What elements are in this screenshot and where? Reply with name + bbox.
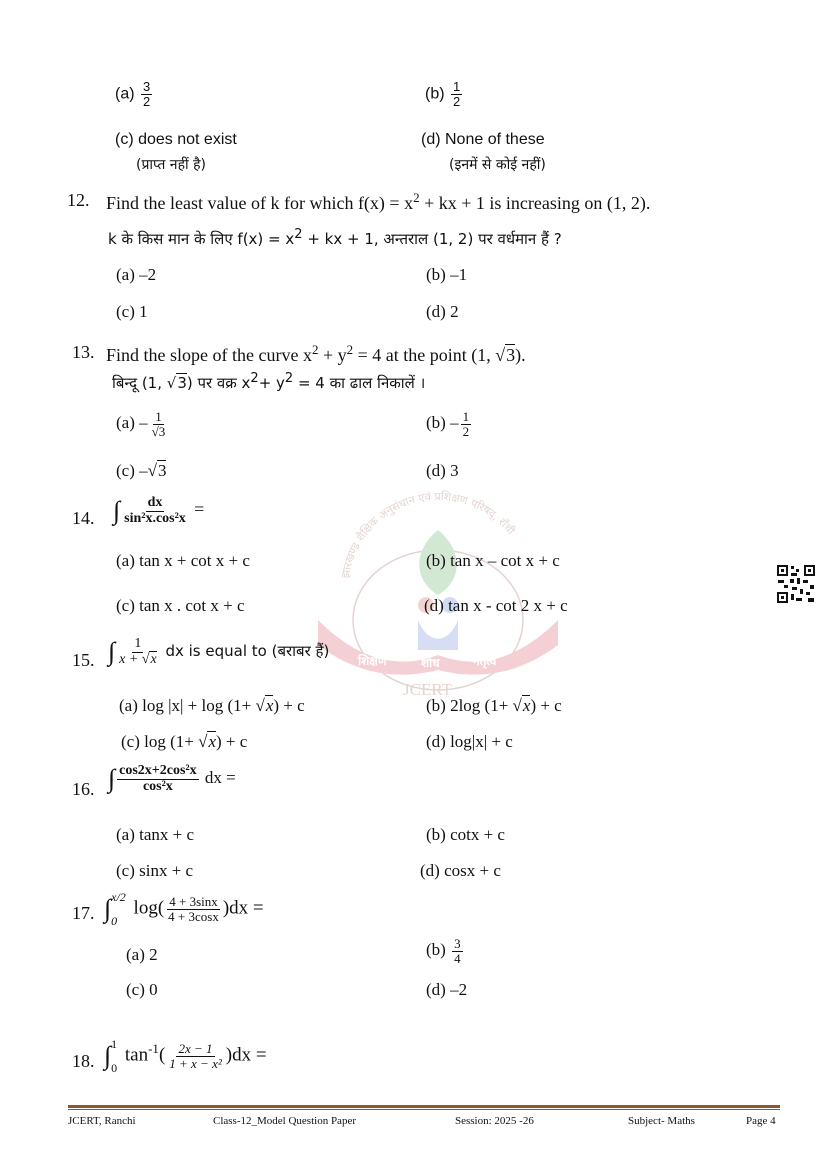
qr-code-icon xyxy=(776,564,816,604)
q17-log: log( xyxy=(128,897,165,919)
watermark-arc-text: झारखण्ड शैक्षिक अनुसंधान एवं प्रशिक्षण परिषद्, राँची xyxy=(338,489,518,580)
watermark-abbr: JCERT xyxy=(403,680,453,699)
q14-num: dx xyxy=(147,495,163,510)
q18-den: 1 + x − x² xyxy=(169,1055,222,1071)
q18-question xyxy=(104,1038,267,1074)
q17-tail: )dx = xyxy=(222,897,264,919)
q14-den: sin²x.cos²x xyxy=(124,510,186,526)
q15-number: 15. xyxy=(72,650,95,670)
q12-hindi-pre: k के किस मान के लिए f(x) = x xyxy=(108,230,295,248)
q15-option-a: (a) log |x| + log (1+ √x) + c xyxy=(119,696,305,715)
q16-fraction xyxy=(117,764,199,794)
q13-option-c: (c) –√3 xyxy=(116,461,167,480)
q15-a-post: ) + c xyxy=(273,696,305,715)
q15-den-pre: x + xyxy=(119,651,142,667)
q12-question-hindi: k के किस मान के लिए $f(x) = x^2$ + kx + 1, अन्तराल (1, 2) पर वर्धमान हैं ? xyxy=(108,227,562,248)
q11-a-fraction xyxy=(141,80,152,108)
integral-icon: ∫ xyxy=(108,764,116,794)
q17-b-fraction xyxy=(452,937,463,965)
q13-hindi-sqrt: 3 xyxy=(177,374,187,392)
q13-a-num: 1 xyxy=(155,409,162,424)
q14-number: 14. xyxy=(72,508,95,528)
q11-b-num: 1 xyxy=(453,79,461,94)
q16-option-a: (a) tanx + c xyxy=(116,825,195,844)
q13-hindi-pre: बिन्दू (1, xyxy=(112,374,167,392)
q15-num: 1 xyxy=(134,636,142,651)
q12-text-post: + kx + 1 is increasing on (1, 2). xyxy=(419,193,651,213)
q18-lower: 0 xyxy=(111,1061,118,1075)
q11-b-fraction xyxy=(451,80,462,108)
q13-option-d: (d) 3 xyxy=(426,461,459,480)
q17-option-b xyxy=(426,937,465,965)
q15-b-pre: (b) 2log (1+ xyxy=(426,696,513,715)
q18-paren-open: ( xyxy=(158,1044,166,1066)
jcert-watermark-logo xyxy=(318,470,558,700)
q13-text-post: = 4 at the point (1, xyxy=(353,345,496,365)
footer-rule-thin xyxy=(68,1109,780,1110)
q13-b-fraction xyxy=(461,410,472,438)
q15-tail: dx is equal to (बराबर हैं) xyxy=(160,642,330,661)
q15-option-c: (c) log (1+ √x) + c xyxy=(121,732,248,751)
q11-option-b xyxy=(425,80,464,108)
q14-option-a: (a) tan x + cot x + c xyxy=(116,551,250,570)
q11-a-label: (a) xyxy=(115,85,135,103)
q14-question xyxy=(113,496,204,526)
q13-c-label: (c) – xyxy=(116,461,148,480)
q13-hindi-mid2: + y xyxy=(258,374,285,392)
q11-b-den: 2 xyxy=(453,93,461,109)
q16-number: 16. xyxy=(72,779,95,799)
q13-text-end: ). xyxy=(515,345,526,365)
q11-b-label: (b) xyxy=(425,85,445,103)
watermark-band-mid: शोध xyxy=(421,656,440,670)
q15-c-post: ) + c xyxy=(215,732,248,751)
q11-option-c-hindi: (प्राप्त नहीं है) xyxy=(136,157,206,173)
q17-upper: x/2 xyxy=(111,890,126,904)
q17-question xyxy=(104,891,264,927)
q13-a-den: √3 xyxy=(151,423,166,439)
q16-question xyxy=(108,764,236,794)
q13-text-pre: Find the slope of the curve x xyxy=(106,345,312,365)
q18-fraction xyxy=(167,1042,223,1070)
q12-question: Find the least value of k for which $f(x) = x^2$ + kx + 1 is increasing on (1, 2). xyxy=(106,190,651,213)
q16-option-d: (d) cosx + c xyxy=(420,861,501,880)
q17-fraction xyxy=(166,895,221,923)
footer-subject: Subject- Maths xyxy=(628,1115,695,1127)
q12-text-pre: Find the least value of k for which f(x) = x xyxy=(106,193,414,213)
q18-num: 2x − 1 xyxy=(178,1040,213,1056)
q15-den-sqrt: x xyxy=(150,651,157,667)
q15-b-sqrt: x xyxy=(522,696,531,715)
q18-limits xyxy=(111,1038,117,1074)
q13-option-b xyxy=(426,410,473,438)
q17-option-c: (c) 0 xyxy=(126,980,158,999)
integral-icon: ∫ xyxy=(104,1041,112,1070)
q13-question-hindi: बिन्दू (1, √3) पर वक्र $x^2+ y^2 = 4$ का ढाल निकालें । xyxy=(112,371,426,392)
q16-den: cos²x xyxy=(142,778,173,794)
q15-c-pre: (c) log (1+ xyxy=(121,732,199,751)
integral-icon: ∫ xyxy=(104,894,112,923)
q17-option-a: (a) 2 xyxy=(126,945,158,964)
q13-text-mid: + y xyxy=(318,345,347,365)
q15-b-post: ) + c xyxy=(530,696,562,715)
q11-option-d-hindi: (इनमें से कोई नहीं) xyxy=(449,157,546,173)
q14-fraction xyxy=(122,496,188,526)
q16-tail: dx = xyxy=(200,768,236,788)
footer-class: Class-12_Model Question Paper xyxy=(213,1115,356,1127)
q15-c-sqrt: x xyxy=(208,732,216,751)
q17-limits xyxy=(111,891,126,927)
integral-icon: ∫ xyxy=(113,496,121,526)
footer-session: Session: 2025 -26 xyxy=(455,1115,534,1127)
watermark-band-left: शिक्षण xyxy=(358,654,387,668)
q18-tan-sup: -1 xyxy=(148,1041,159,1057)
q13-hindi-post: = 4 का ढाल निकालें । xyxy=(293,374,426,392)
q12-option-b: (b) –1 xyxy=(426,265,468,284)
q14-eq: = xyxy=(194,499,205,520)
q18-tan: tan xyxy=(120,1044,149,1066)
q16-option-c: (c) sinx + c xyxy=(116,861,194,880)
q14-option-d: (d) tan x - cot 2 x + c xyxy=(424,596,568,615)
q17-b-den: 4 xyxy=(454,950,461,966)
q17-b-label: (b) xyxy=(426,940,446,960)
q15-option-d: (d) log|x| + c xyxy=(426,732,513,751)
q13-question: Find the slope of the curve $x^2 + y^2 = 4$ at the point (1, √3). xyxy=(106,342,526,365)
q11-option-c: (c) does not exist xyxy=(115,131,237,148)
q17-lower: 0 xyxy=(111,914,118,928)
q13-number: 13. xyxy=(72,342,95,362)
q15-a-pre: (a) log |x| + log (1+ xyxy=(119,696,256,715)
q14-option-b: (b) tan x – cot x + c xyxy=(426,551,560,570)
q16-num: cos2x+2cos²x xyxy=(119,763,197,778)
footer-institution: JCERT, Ranchi xyxy=(68,1115,136,1127)
q15-fraction: $\frac{1}{x + √x}$ xyxy=(119,636,157,667)
q18-number: 18. xyxy=(72,1051,95,1071)
watermark-band-right: नेतृत्व xyxy=(473,654,497,668)
q12-option-c: (c) 1 xyxy=(116,302,148,321)
q12-option-d: (d) 2 xyxy=(426,302,459,321)
q16-option-b: (b) cotx + c xyxy=(426,825,505,844)
q17-b-num: 3 xyxy=(454,936,461,951)
q13-hindi-mid: ) पर वक्र x xyxy=(186,374,251,392)
q13-a-label: (a) – xyxy=(116,413,148,433)
q15-option-b: (b) 2log (1+ √x) + c xyxy=(426,696,562,715)
q11-a-den: 2 xyxy=(143,93,151,109)
q18-tail: )dx = xyxy=(225,1044,267,1066)
q17-number: 17. xyxy=(72,903,95,923)
q17-num: 4 + 3sinx xyxy=(169,893,218,909)
integral-icon: ∫ xyxy=(108,637,116,667)
q13-c-sqrt: 3 xyxy=(157,461,167,480)
q11-option-d: (d) None of these xyxy=(421,131,545,148)
q11-option-a xyxy=(115,80,154,108)
q13-option-a xyxy=(116,410,169,438)
q12-option-a: (a) –2 xyxy=(116,265,157,284)
q15-a-sqrt: x xyxy=(265,696,274,715)
footer-page-number: Page 4 xyxy=(746,1115,776,1127)
q17-den: 4 + 3cosx xyxy=(168,908,219,924)
q14-option-c: (c) tan x . cot x + c xyxy=(116,596,245,615)
q12-number: 12. xyxy=(67,190,90,210)
q18-upper: 1 xyxy=(111,1037,118,1051)
footer-rule-thick xyxy=(68,1105,780,1108)
q13-b-label: (b) – xyxy=(426,413,459,433)
q11-a-num: 3 xyxy=(143,79,151,94)
q13-a-fraction xyxy=(150,410,168,438)
q12-hindi-post: + kx + 1, अन्तराल (1, 2) पर वर्धमान हैं ? xyxy=(302,230,562,248)
q13-sqrt-val: 3 xyxy=(506,345,516,365)
q15-question xyxy=(108,637,329,667)
q17-option-d: (d) –2 xyxy=(426,980,468,999)
q13-b-den: 2 xyxy=(462,423,470,439)
q13-b-num: 1 xyxy=(462,409,470,424)
